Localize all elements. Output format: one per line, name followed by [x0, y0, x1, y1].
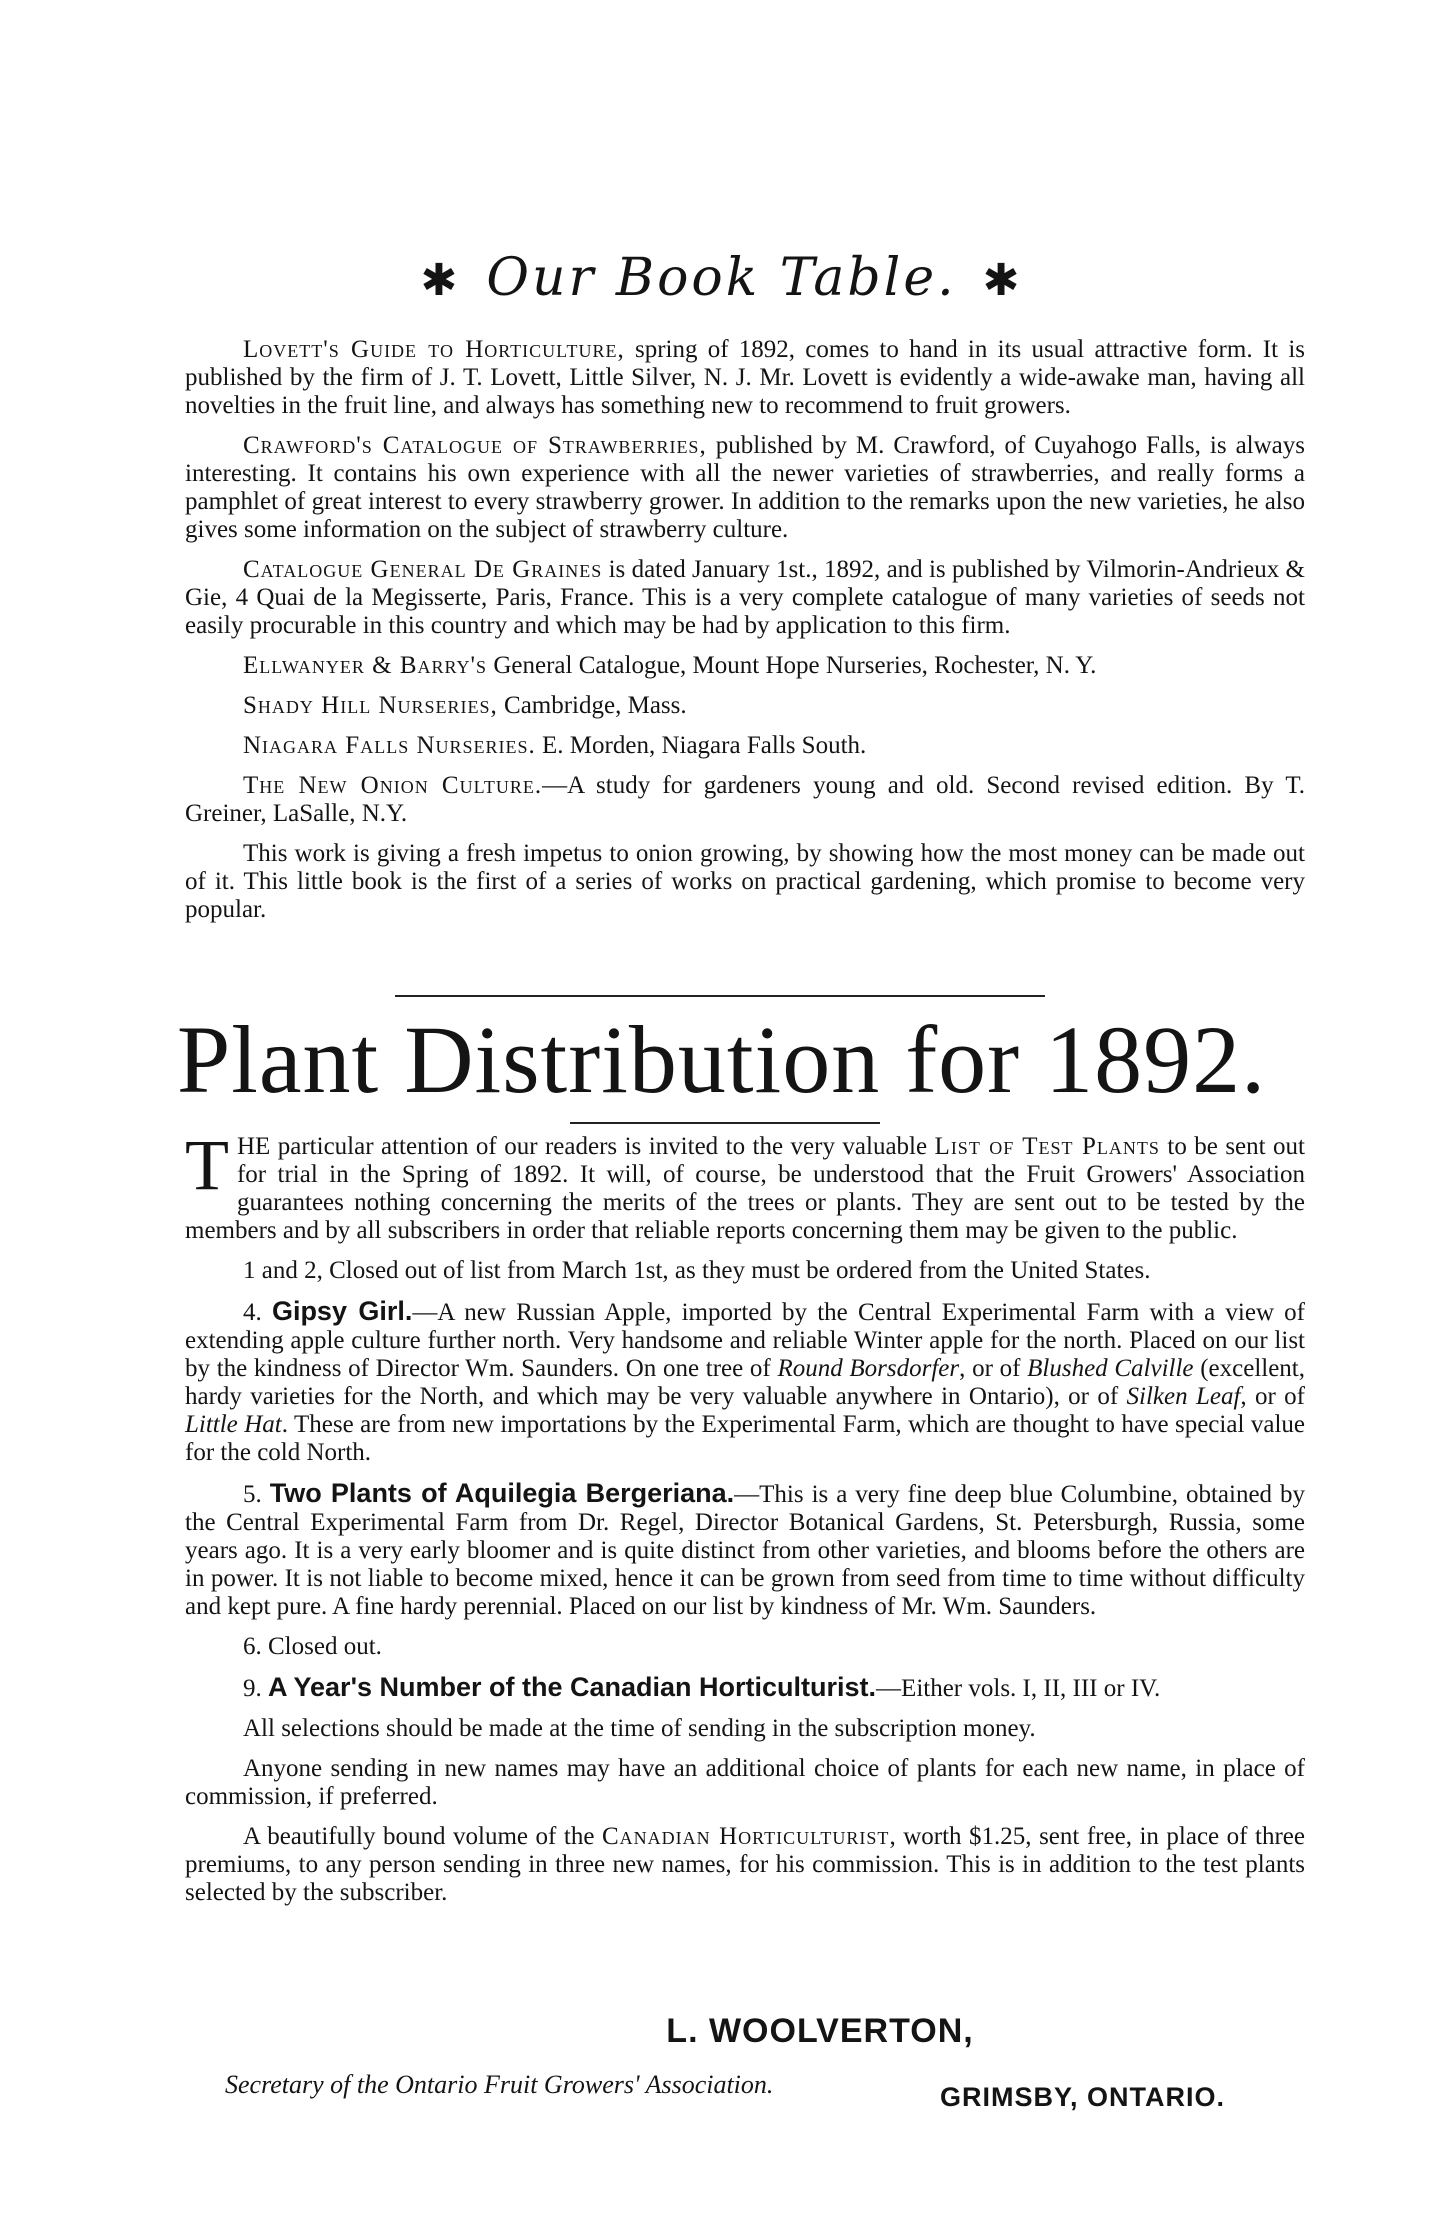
book-entry-text: This work is giving a fresh impetus to onion growing, by showing how the most money can be made out of it. This little book is the first of a series of works on practical gardening, which promise to become very popular. — [185, 840, 1305, 923]
asterisk-ornament-icon: ✱ — [982, 255, 1023, 306]
book-entry-text: E. Morden, Niagara Falls South. — [535, 732, 867, 759]
note-text: A beautifully bound volume of the — [243, 1823, 602, 1850]
intro-text: HE particular attention of our readers is invited to the very valuable — [236, 1133, 935, 1160]
bound-volume-note — [185, 1823, 1305, 1907]
book-entry-text: spring of 1892, comes to hand in its usual attractive form. It is published by the firm of J. T. Lovett, Little Silver, N. J. Mr. Lovett is evidently a wide-awake man, having all novelties in the fruit line, and always has something new to recommend to fruit growers. — [185, 336, 1305, 419]
signature-place: GRIMSBY, ONTARIO. — [940, 2082, 1226, 2112]
item-canadian-horticulturist — [185, 1673, 1305, 1703]
book-entry — [185, 652, 1305, 680]
book-entry-title: Niagara Falls Nurseries. — [243, 732, 536, 759]
variety-name: Blushed Calville — [1027, 1355, 1194, 1382]
item-title: A Year's Number of the Canadian Horticulturist. — [268, 1672, 877, 1702]
item-closed-out: 6. Closed out. — [243, 1633, 382, 1660]
magazine-name: Canadian Horticulturist — [601, 1823, 890, 1850]
item-text: , or of — [1240, 1383, 1305, 1410]
variety-name: Round Borsdorfer — [777, 1355, 960, 1382]
item-text: —Either vols. I, II, III or IV. — [876, 1675, 1161, 1702]
book-table-heading — [0, 248, 1443, 308]
book-table-section — [185, 336, 1305, 936]
book-entry — [185, 432, 1305, 544]
book-entry — [185, 732, 1305, 760]
book-entry-title: Shady Hill Nurseries, — [243, 692, 498, 719]
item-text: (excellent, hardy varieties for the North, and which may be very valuable anywhere in Ontario), or of — [185, 1355, 1306, 1410]
item-text: . These are from new importations by the Experimental Farm, which are thought to have special value for the cold North. — [185, 1411, 1305, 1466]
book-entry — [185, 840, 1305, 924]
book-entry-text: —A study for gardeners young and old. Second revised edition. By T. Greiner, LaSalle, N.Y. — [185, 772, 1305, 827]
book-entry-title: Crawford's Catalogue of Strawberries, — [243, 432, 707, 459]
item-text: —A new Russian Apple, imported by the Central Experimental Farm with a view of extending apple culture further north. Very handsome and reliable Winter apple for the north. Placed on our list by the kindness of Director Wm. Saunders. On one tree of — [185, 1299, 1306, 1382]
list-of-test-plants: List of Test Plants — [934, 1133, 1160, 1160]
item-aquilegia — [185, 1479, 1305, 1621]
book-entry — [185, 692, 1305, 720]
signature-name: L. WOOLVERTON, — [666, 2012, 974, 2050]
intro-text-cont: to be sent out for trial in the Spring of 1892. It will, of course, be understood that the Fruit Growers' Association guarantees nothing concerning the merits of the trees or plants. They are sent out to be tested by the members and by all subscribers in order that reliable reports concerning them may be given to the public. — [185, 1133, 1305, 1244]
item-text: —This is a very fine deep blue Columbine, obtained by the Central Experimental Farm from Dr. Regel, Director Botanical Gardens, St. Petersburgh, Russia, some years ago. It is a very early bloomer and is quite distinct from other varieties, and blooms before the others are in power. It is not liable to become mixed, hence it can be grown from seed from time to time without difficulty and kept pure. A fine hardy perennial. Placed on our list by kindness of Mr. Wm. Saunders. — [185, 1481, 1306, 1620]
book-entry — [185, 556, 1305, 640]
closed-items-note: 1 and 2, Closed out of list from March 1st, as they must be ordered from the United States. — [243, 1257, 1151, 1284]
variety-name: Silken Leaf — [1126, 1383, 1241, 1410]
new-names-note: Anyone sending in new names may have an additional choice of plants for each new name, in place of commission, if preferred. — [185, 1755, 1305, 1810]
book-entry-title: The New Onion Culture. — [243, 772, 543, 799]
book-entry-text: Cambridge, Mass. — [497, 692, 687, 719]
selection-note: All selections should be made at the time of sending in the subscription money. — [243, 1715, 1036, 1742]
variety-name: Little Hat — [185, 1411, 282, 1438]
book-entry-title: Catalogue General De Graines — [243, 556, 603, 583]
book-entry — [185, 336, 1305, 420]
item-gipsy-girl — [185, 1297, 1305, 1467]
title-underline — [570, 1122, 880, 1124]
note-text: , worth $1.25, sent free, in place of three premiums, to any person sending in three new names, for his commission. This is in addition to the test plants selected by the subscriber. — [185, 1823, 1305, 1906]
book-table-title: Our Book Table. — [486, 248, 957, 308]
book-entry-title: Lovett's Guide to Horticulture, — [243, 336, 625, 363]
item-number: 9. — [243, 1675, 262, 1702]
book-entry-title: Ellwanyer & Barry's — [243, 652, 488, 679]
item-number: 4. — [243, 1299, 262, 1326]
signature-title: Secretary of the Ontario Fruit Growers' Association. — [225, 2070, 774, 2099]
item-text: , or of — [959, 1355, 1028, 1382]
plant-distribution-section — [185, 1125, 1306, 1919]
drop-cap: T — [185, 1125, 229, 1205]
book-entry-text: General Catalogue, Mount Hope Nurseries, Rochester, N. Y. — [487, 652, 1097, 679]
item-title: Two Plants of Aquilegia Bergeriana. — [269, 1478, 735, 1508]
intro-paragraph — [185, 1125, 1305, 1245]
section-divider — [395, 995, 1045, 997]
book-entry — [185, 772, 1305, 828]
asterisk-ornament-icon: ✱ — [420, 255, 461, 306]
item-number: 5. — [243, 1481, 262, 1508]
plant-distribution-title: Plant Distribution for 1892. — [176, 1006, 1267, 1113]
item-title: Gipsy Girl. — [271, 1296, 413, 1326]
book-entry-text: published by M. Crawford, of Cuyahogo Falls, is always interesting. It contains his own experience with all the newer varieties of strawberries, and really forms a pamphlet of great interest to every strawberry grower. In addition to the remarks upon the new varieties, he also gives some information on the subject of strawberry culture. — [185, 432, 1306, 543]
book-entry-text: is dated January 1st., 1892, and is published by Vilmorin-Andrieux & Gie, 4 Quai de la Megisserte, Paris, France. This is a very complete catalogue of many varieties of seeds not easily procurable in this country and which may be had by application to this firm. — [185, 556, 1305, 639]
